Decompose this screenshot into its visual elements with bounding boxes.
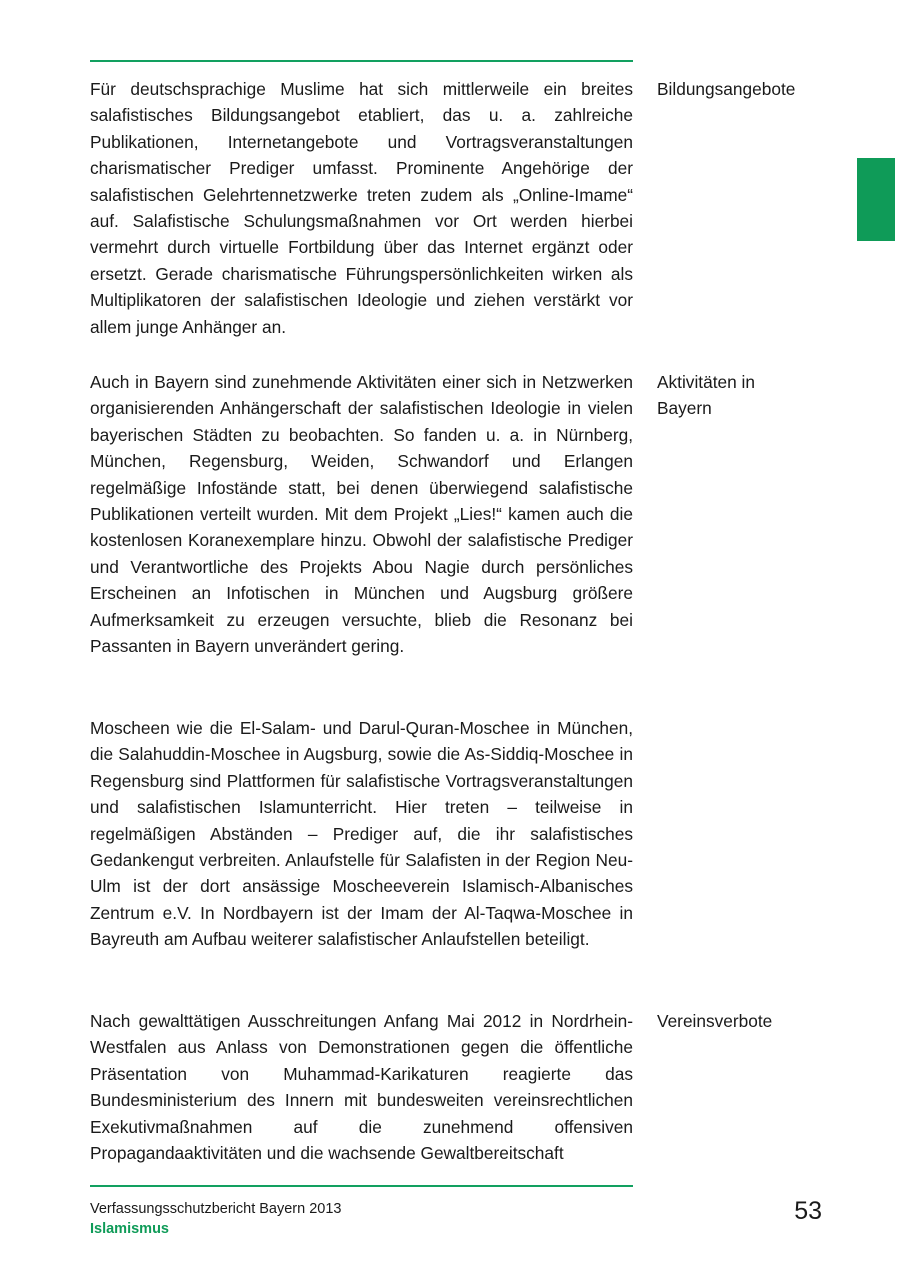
margin-note-bildungsangebote: Bildungsangebote: [657, 79, 796, 99]
bottom-rule: [90, 1185, 633, 1187]
paragraph-bildungsangebote: Für deutschsprachige Muslime hat sich mittlerweile ein breites salafistisches Bildungsangebot etabliert, das u. a. zahlreiche Publikationen, Internetangebote und Vortragsveranstaltungen charismatischer Prediger umfasst. Prominente Angehörige der salafistischen Gelehrtennetzwerke treten zudem als „Online-Imame“ auf. Salafistische Schulungsmaßnahmen vor Ort werden hierbei vermehrt durch virtuelle Fortbildung über das Internet ergänzt oder ersetzt. Gerade charismatische Führungspersönlichkeiten wirken als Multiplikatoren der salafistischen Ideologie und ziehen verstärkt vor allem junge Anhänger an.: [90, 79, 633, 337]
footer-section-name: Islamismus: [90, 1221, 169, 1237]
margin-note-aktivitaeten: Aktivitäten in Bayern: [657, 372, 755, 419]
chapter-tab-marker: [857, 158, 895, 241]
margin-note-vereinsverbote: Vereinsverbote: [657, 1011, 773, 1031]
top-rule: [90, 60, 633, 62]
paragraph-moscheen: Moscheen wie die El-Salam- und Darul-Quran-Moschee in München, die Salahuddin-Moschee in Augsburg, sowie die As-Siddiq-Moschee in Regensburg sind Plattformen für salafistische Vortragsveranstaltungen und salafistischen Islamunterricht. Hier treten – teilweise in regelmäßigen Abständen – Prediger auf, die ihr salafistisches Gedankengut verbreiten. Anlaufstelle für Salafisten in der Region Neu-Ulm ist der dort ansässige Moscheeverein Islamisch-Albanisches Zentrum e.V. In Nordbayern ist der Imam der Al-Taqwa-Moschee in Bayreuth am Aufbau weiterer salafistischer Anlaufstellen beteiligt.: [90, 718, 633, 950]
footer-publication-title: Verfassungsschutzbericht Bayern 2013: [90, 1201, 342, 1217]
page-number: 53: [794, 1197, 822, 1225]
paragraph-aktivitaeten: Auch in Bayern sind zunehmende Aktivitäten einer sich in Netzwerken organisierenden Anhängerschaft der salafistischen Ideologie in vielen bayerischen Städten zu beobachten. So fanden u. a. in Nürnberg, München, Regensburg, Weiden, Schwandorf und Erlangen regelmäßige Infostände statt, bei denen überwiegend salafistische Publikationen verteilt wurden. Mit dem Projekt „Lies!“ kamen auch die kostenlosen Koranexemplare hinzu. Obwohl der salafistische Prediger und Verantwortliche des Projekts Abou Nagie durch persönliches Erscheinen an Infotischen in München und Augsburg größere Aufmerksamkeit zu erzeugen versuchte, blieb die Resonanz bei Passanten in Bayern unverändert gering.: [90, 372, 633, 657]
paragraph-vereinsverbote: Nach gewalttätigen Ausschreitungen Anfang Mai 2012 in Nordrhein-Westfalen aus Anlass von Demonstrationen gegen die öffentliche Präsentation von Muhammad-Karikaturen reagierte das Bundesministerium des Innern mit bundesweiten vereinsrechtlichen Exekutivmaßnahmen auf die zunehmend offensiven Propagandaaktivitäten und die wachsende Gewaltbereitschaft: [90, 1011, 633, 1164]
